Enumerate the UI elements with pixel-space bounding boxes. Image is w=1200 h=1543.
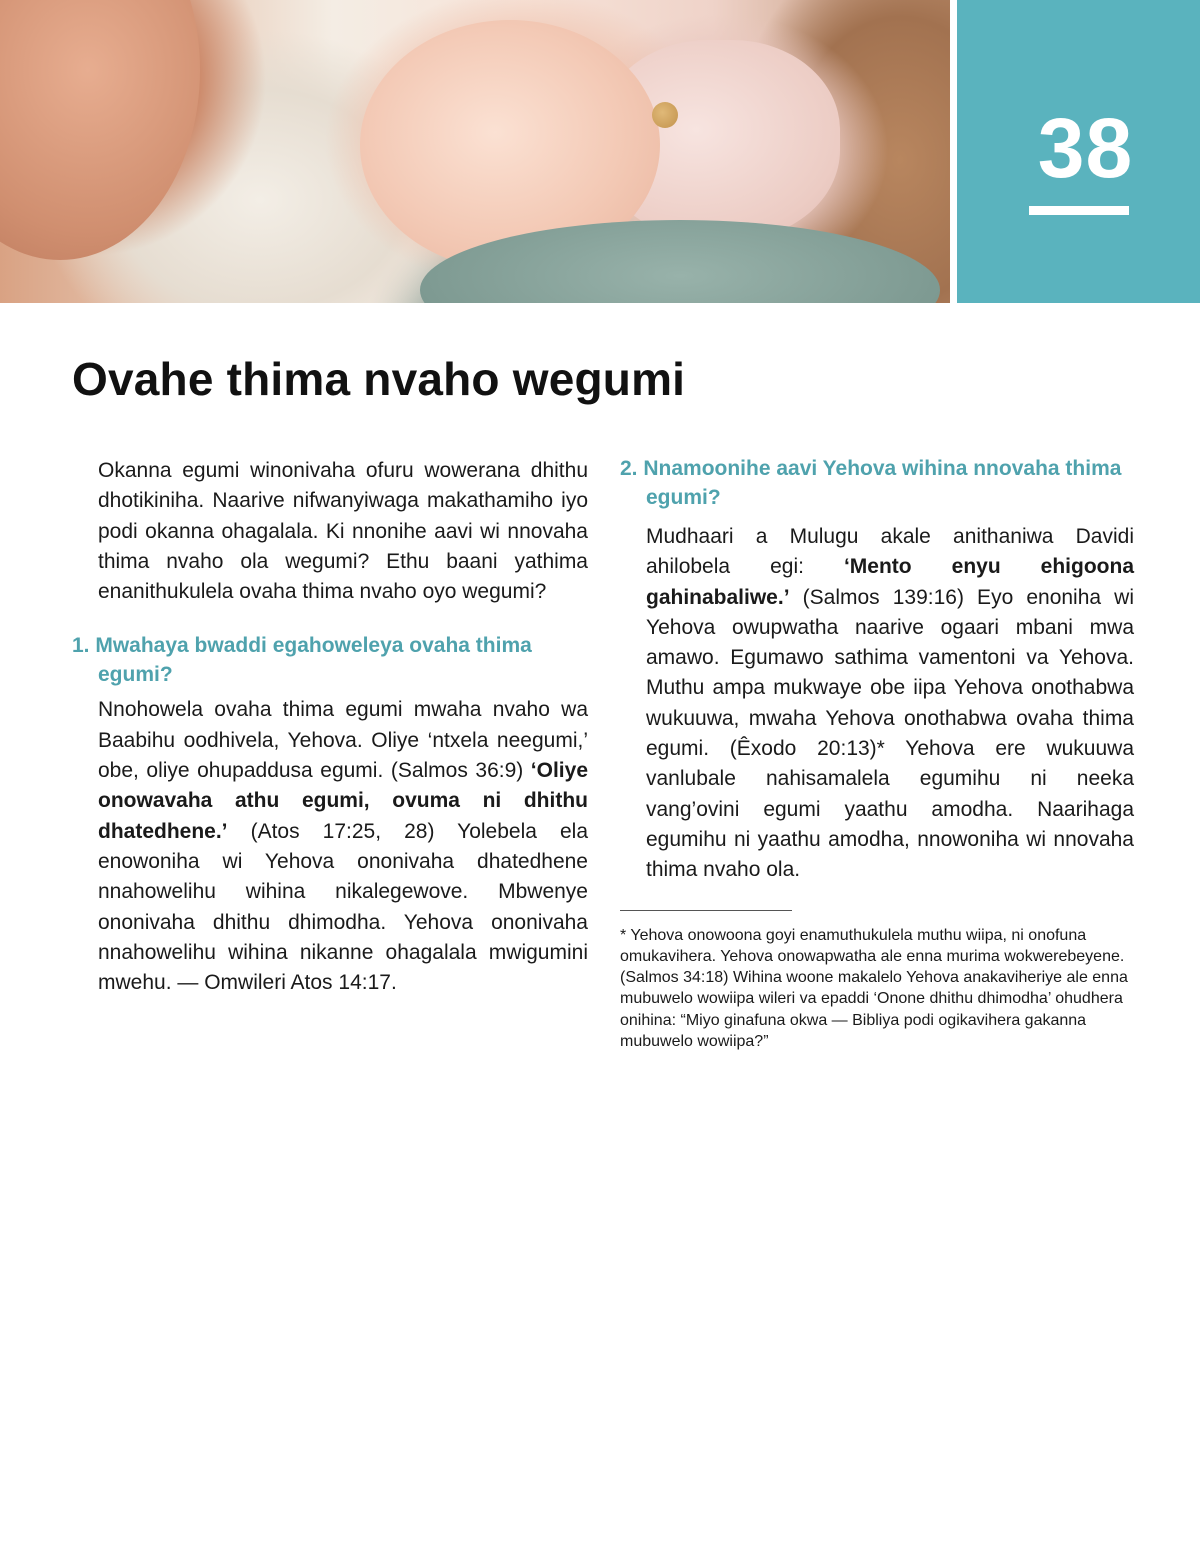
section-2-quote: ‘Mento enyu ehigoona gahinabaliwe.’ — [646, 555, 1134, 609]
chapter-badge — [957, 0, 1200, 303]
section-2-text-b: (Salmos 139:16) Eyo enoniha wi Yehova owupwatha naarive ogaari mbani mwa amawo. Egumawo sathima vamentoni va Yehova. Muthu ampa mukwaye obe iipa Yehova onothabwa wukuuwa, mwaha Yehova onothabwa ovaha thima egumi. (Êxodo 20:13)* Yehova ere wukuuwa vanlubale nahisamalela egumihu ni neeka vang’ovini egumi yaathu amodha. Naarihaga egumihu ni yaathu amodha, nnowoniha wi nnovaha thima nvaho ola. — [646, 585, 1134, 882]
section-2-heading: 2. Nnamoonihe aavi Yehova wihina nnovaha thima egumi? — [620, 457, 1122, 509]
footnote-divider — [620, 910, 792, 911]
right-column — [620, 456, 1134, 1052]
section-2-paragraph — [620, 522, 1134, 886]
mother-face — [0, 0, 200, 260]
section-2-text-a: Mudhaari a Mulugu akale anithaniwa Davidi ahilobela egi: — [646, 525, 1134, 579]
section-1-heading: 1. Mwahaya bwaddi egahoweleya ovaha thima egumi? — [72, 634, 532, 687]
section-1-text-a: Nnohowela ovaha thima egumi mwaha nvaho wa Baabihu oodhivela, Yehova. Oliye ‘ntxela neegumi,’ obe, oliye ohupaddusa egumi. (Salmos 36:9) — [98, 698, 588, 783]
chapter-underline — [1029, 206, 1129, 215]
chapter-number: 38 — [1037, 101, 1134, 195]
footnote: * Yehova onowoona goyi enamuthukulela muthu wiipa, ni onofuna omukavihera. Yehova onowapwatha ale enna murima wokwerebeyene. (Salmos 34:18) Wihina woone makalelo Yehova anakaviheriye ale enna mubuwelo wowiipa wileri va epaddi ‘Onone dhithu dhimodha’ ohudhera onihina: “Miyo ginafuna okwa — Bibliya podi ogikavihera gakanna mubuwelo wowiipa?” — [620, 926, 1128, 1051]
hero-photo — [0, 0, 950, 303]
onesie-button — [652, 102, 678, 128]
intro-paragraph: Okanna egumi winonivaha ofuru wowerana dhithu dhotikiniha. Naarive nifwanyiwaga makathamiho iyo podi okanna ohagalala. Ki nnonihe aavi wi nnovaha thima nvaho ola wegumi? Ethu baani yathima enanithukulela ovaha thima nvaho oyo wegumi? — [98, 459, 588, 604]
page-title: Ovahe thima nvaho wegumi — [72, 353, 686, 405]
left-column — [72, 456, 588, 998]
section-1-text-b: (Atos 17:25, 28) Yolebela ela enowoniha wi Yehova ononivaha dhatedhene nnahowelihu wihina nikalegewove. Mbwenye ononivaha dhithu dhimodha. Yehova ononivaha nnahowelihu wihina nikanne ohagalala mwigumini mwehu. — Omwileri Atos 14:17. — [98, 819, 588, 995]
section-1-quote: ‘Oliye onowavaha athu egumi, ovuma ni dhithu dhatedhene.’ — [98, 759, 588, 843]
section-1-paragraph — [72, 695, 588, 998]
